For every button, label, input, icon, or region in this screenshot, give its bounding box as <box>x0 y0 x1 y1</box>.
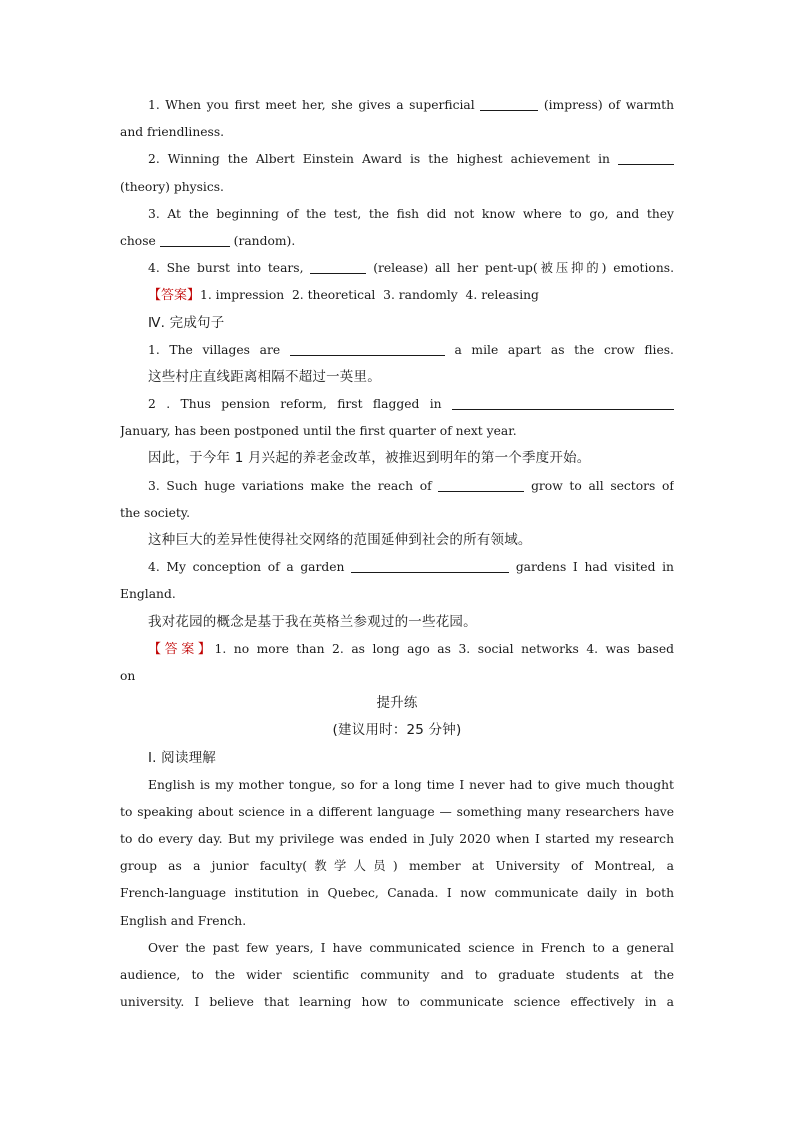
sentence-q4-translation: 我对花园的概念是基于我在英格兰参观过的一些花园。 <box>148 613 477 630</box>
answer-blank[interactable] <box>452 395 674 410</box>
section-heading-part4: Ⅳ. 完成句子 <box>148 314 225 331</box>
answer-line-part3 <box>120 282 674 309</box>
answer-tag: 【答案】 <box>148 641 215 657</box>
answer-line-part4-cont: on <box>120 668 136 683</box>
reading-p1-line: group as a junior faculty(教学人员) member at University of Montreal, a <box>120 859 674 874</box>
reading-p2-line: audience, to the wider scientific community and to graduate students at the <box>120 968 674 982</box>
sentence-q3-line2: the society. <box>120 505 191 520</box>
reading-p1-line: English and French. <box>120 913 247 928</box>
answer-blank[interactable] <box>351 558 509 573</box>
reading-p2-line: university. I believe that learning how to communicate science effectively in a <box>120 995 674 1010</box>
reading-p2-line: Over the past few years, I have communicated science in French to a general <box>148 940 674 955</box>
exercise-q3-line2: chose (random). <box>120 233 296 248</box>
reading-p1-line: to do every day. But my privilege was ended in July 2020 when I started my research <box>120 832 674 847</box>
exercise-q2-line1: 2. Winning the Albert Einstein Award is the highest achievement in <box>120 146 674 173</box>
answer-line-part4 <box>120 636 674 663</box>
sentence-q2-line2: January, has been postponed until the first quarter of next year. <box>120 424 517 439</box>
answer-blank[interactable] <box>480 96 538 111</box>
exercise-q1-line1: 1. When you first meet her, she gives a superficial (impress) of warmth <box>148 98 674 112</box>
sentence-q3-translation: 这种巨大的差异性使得社交网络的范围延伸到社会的所有领域。 <box>148 532 532 548</box>
reading-heading: Ⅰ. 阅读理解 <box>148 749 216 766</box>
answer-tag: 【答案】 <box>148 288 201 304</box>
section-time: (建议用时：25 分钟) <box>332 722 462 739</box>
reading-p1-line: French-language institution in Quebec, Canada. I now communicate daily in both <box>120 886 674 901</box>
answer-text: 1. no more than 2. as long ago as 3. social networks 4. was based <box>214 641 674 656</box>
section-title: 提升练 <box>376 695 418 712</box>
answer-blank[interactable] <box>438 477 524 492</box>
answer-text: 1. impression 2. theoretical 3. randomly 4. releasing <box>200 288 539 303</box>
reading-p1-line: to speaking about science in a different language — something many researchers have <box>120 804 674 819</box>
answer-blank[interactable] <box>618 150 674 165</box>
reading-p1-line: English is my mother tongue, so for a long time I never had to give much thought <box>148 777 674 792</box>
exercise-q1-line2: and friendliness. <box>120 125 225 140</box>
answer-blank[interactable] <box>310 259 366 274</box>
sentence-q4-line2: England. <box>120 587 176 602</box>
sentence-q2-line1: 2 . Thus pension reform, first flagged in <box>120 391 674 418</box>
exercise-q4-line1: 4. She burst into tears, (release) all her pent-up(被压抑的) emotions. <box>148 261 674 276</box>
sentence-q3-line1: 3. Such huge variations make the reach of grow to all sectors of <box>148 478 674 493</box>
document-page <box>120 92 674 1016</box>
sentence-q2-translation: 因此，于今年 1 月兴起的养老金改革，被推迟到明年的第一个季度开始。 <box>148 450 591 467</box>
sentence-q4-line1: 4. My conception of a garden gardens I had visited in <box>148 560 674 575</box>
exercise-q3-line1: 3. At the beginning of the test, the fish did not know where to go, and they <box>148 206 674 221</box>
sentence-q1-translation: 这些村庄直线距离相隔不超过一英里。 <box>148 368 381 385</box>
answer-blank[interactable] <box>290 341 445 356</box>
answer-blank[interactable] <box>160 232 230 247</box>
exercise-q2-line2: (theory) physics. <box>120 179 224 194</box>
sentence-q1-line1: 1. The villages are a mile apart as the crow flies. <box>148 342 674 357</box>
